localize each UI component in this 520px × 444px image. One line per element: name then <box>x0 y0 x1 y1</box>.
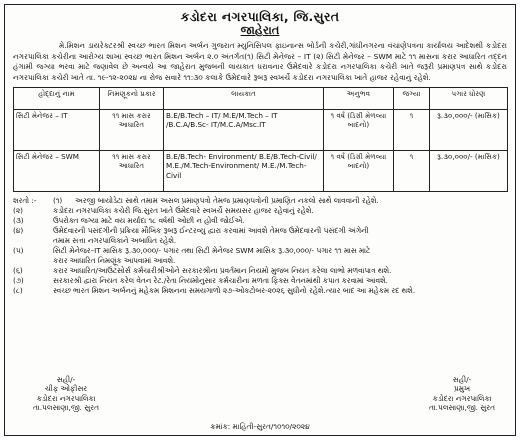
term-item <box>13 206 507 216</box>
term-number: (૩) <box>13 216 24 225</box>
cell-post: સિટી મેનેજર – IT <box>14 110 100 151</box>
cell-vacancy: ૧ <box>394 110 430 151</box>
signatory-address: તા.પલસાણા,જી. સુરત <box>33 403 100 413</box>
term-item <box>13 266 507 276</box>
signature-footer <box>5 375 515 435</box>
signatory-address: તા.પલસાણા,જી. સુરત <box>428 403 495 413</box>
cell-post: સિટી મેનેજર – SWM <box>14 151 100 192</box>
reference-number: ક્રમાંક: માહિતી-સુરત/૧૦૧૦/૨૦૨૪ <box>210 421 310 431</box>
term-number: (૮) <box>13 286 23 295</box>
notice-subtitle: જાહેરાત <box>240 23 280 37</box>
term-number: (૫) <box>13 246 24 255</box>
term-continuation: કરાર આધારિત નિમણૂંક આપવામાં આવશે. <box>53 256 176 265</box>
header-vacancy: જગ્યા <box>394 88 430 110</box>
cell-qualification: B.E/B.Tech- Environment/ B.E/B.Tech-Civil/ M.E./M.Tech-Environment/ M.E./M.Tech-Civil <box>164 151 324 192</box>
cell-type: ૧૧ માસ કરાર આધારિત <box>100 110 164 151</box>
cell-qualification: B.E/B.Tech – IT/ M.E/M.Tech – IT /B.C.A/B.Sc- IT/M.C.A/Msc.IT <box>164 110 324 151</box>
term-text: સ્વચ્છ ભારત મિશન અર્બનનું મહેકમ મિશનના સમયગાળો ૨૭-ઓકટોબર-૨૦૨૬ સુધીનો રહેશે.ત્યાર બાદ આ મહેકમ રદ થશે. <box>53 286 416 295</box>
signatory-title: ચીફ ઓફીસર <box>44 384 88 394</box>
term-text: કરાર આધારિત/આઉટસોર્સ કર્મચારીશ્રીઓને સરકારશ્રીના પ્રવર્તમાન નિયમો મુજબ નિયત કરેલા લાભો મળવાપાત્ર થશે. <box>53 266 392 275</box>
terms-label: શરતો :- <box>13 196 37 205</box>
signature-mark: સહી/- <box>56 375 76 384</box>
term-item <box>13 246 507 256</box>
term-item <box>13 276 507 286</box>
signatory-office: કડોદરા નગરપાલિકા <box>36 393 96 403</box>
term-item <box>13 286 507 296</box>
cell-salary: રૂ.૩૦,૦૦૦/- (માસિક) <box>430 110 508 151</box>
signature-president <box>429 375 495 413</box>
cell-salary: રૂ.૩૦,૦૦૦/- (માસિક) <box>430 151 508 192</box>
signatory-office: કડોદરા નગરપાલિકા <box>432 393 492 403</box>
cell-experience: ૧ વર્ષ (ડિગ્રી મેળવ્યા બાદનો) <box>324 151 394 192</box>
table-row <box>14 151 508 192</box>
cell-type: ૧૧ માસ કરાર આધારિત <box>100 151 164 192</box>
table-header-row <box>14 88 508 110</box>
signature-mark: સહી/- <box>452 375 472 384</box>
header-experience: અનુભવ <box>324 88 394 110</box>
table-row <box>14 110 508 151</box>
term-number: (૧) <box>53 196 63 205</box>
terms-section <box>13 196 507 296</box>
term-text: ઉમેદવારની પસંદગીની પ્રક્રિયા મૌખિક રૂબરૂ ઈન્ટરવ્યુ દ્વારા કરવામાં આવશે તેમજ ઉમેદવારની પસંદગી અંગેની <box>53 226 369 235</box>
cell-vacancy: ૧ <box>394 151 430 192</box>
term-text: સિટી મેનેજર–IT માસિક રૂ.૩૦,૦૦૦/- પગાર તથા સિટી મેનેજર SWM માસિક રૂ.૩૦,૦૦૦/- પગાર ૧૧ માસ માટે <box>53 246 371 255</box>
term-text: ઉપરોક્ત જગ્યા માટે વય મર્યાદા ૧૮ વર્ષથી ઓછી ન હોવી જોઈએ. <box>53 216 245 225</box>
term-number: (૭) <box>13 276 24 285</box>
posts-table <box>13 87 508 192</box>
term-item <box>13 196 507 206</box>
notice-page <box>4 4 516 436</box>
term-text: અરજી બાયોડેટા સાથે તમામ અસલ પ્રમાણપત્રો તેમજ પ્રમાણપત્રોની પ્રમાણિત નકલો સાથે લાવવાની રહેશે. <box>75 196 379 205</box>
intro-paragraph: મે.મિશન ડાયરેક્ટરશ્રી સ્વચ્છ ભારત મિશન અર્બન ગુજરાત મ્યુનિસિપલ ફાઇનાન્સ બોર્ડની કચેરી,ગાંધીનગરના વંચાણેપત્રના કાર્યાલય આદેશથી કડોદરા નગરપાલિકા કચેરીના આરોગ્ય શાખા સ્વચ્છ ભારત મિશન અર્બન ૨.૦ અંતર્ગત(૧) સિટી મેનેજર – IT (૨) સિટી મેનેજર – SWM માટે ૧૧ માસના કરાર આધારિત તદ્દન હંગામી જગ્યા ભરવા માટે જણાવેલ છે અન્વયે આ જાહેરાત મુજબની લાયકાત ધરાવનાર ઉમેદવારે કડોદરા નગરપાલિકા કચેરી ખાતે જરૂરી પ્રમાણપત્ર સાથે કડોદરા નગરપાલિકા કચેરી ખાતે તા. ૧૯-૧૨-૨૦૨૪ ના રોજ સવારે ૧૧:૩૦ કલાકે ઉમેદવારે રૂબરૂ સ્વખર્ચે કડોદરા નગરપાલિકા ખાતે હાજર રહેવાનું રહેશે. <box>13 41 507 82</box>
term-text: કડોદરા નગરપાલિકા કચેરી જિ.સુરત ખાતે ઉમેદવારે સ્વખર્ચે સમયસર હાજર રહેવાનું રહેશે. <box>53 206 314 215</box>
term-item <box>13 226 507 236</box>
page-title: કડોદરા નગરપાલિકા, જિ.સુરત <box>180 9 340 24</box>
cell-experience: ૧ વર્ષ (ડિગ્રી મેળવ્યા બાદનો) <box>324 110 394 151</box>
term-number: (૬) <box>13 266 23 275</box>
header-type: નિમણૂકનો પ્રકાર <box>100 88 164 110</box>
term-number: (૨) <box>13 206 23 215</box>
header-post: હોદ્દાનું નામ <box>14 88 100 110</box>
header-salary: પગાર ધોરણ <box>430 88 508 110</box>
signature-chief-officer <box>33 375 99 413</box>
term-item <box>13 216 507 226</box>
term-number: (૪) <box>13 226 24 235</box>
signatory-title: પ્રમુખ <box>453 384 471 394</box>
term-continuation: તમામ સત્તા નગરપાલિકાને અબાધિત રહેશે. <box>53 236 177 245</box>
term-text: સરકારશ્રી દ્વારા નિયત કરેલ વેતન રેટ./રેતા નિયમોનુસાર કર્મચારીના મળતા ફિક્સ વેતનમાંથી કપાત કરવામાં આવશે. <box>53 276 388 285</box>
header-qualification: લાયકાત <box>164 88 324 110</box>
